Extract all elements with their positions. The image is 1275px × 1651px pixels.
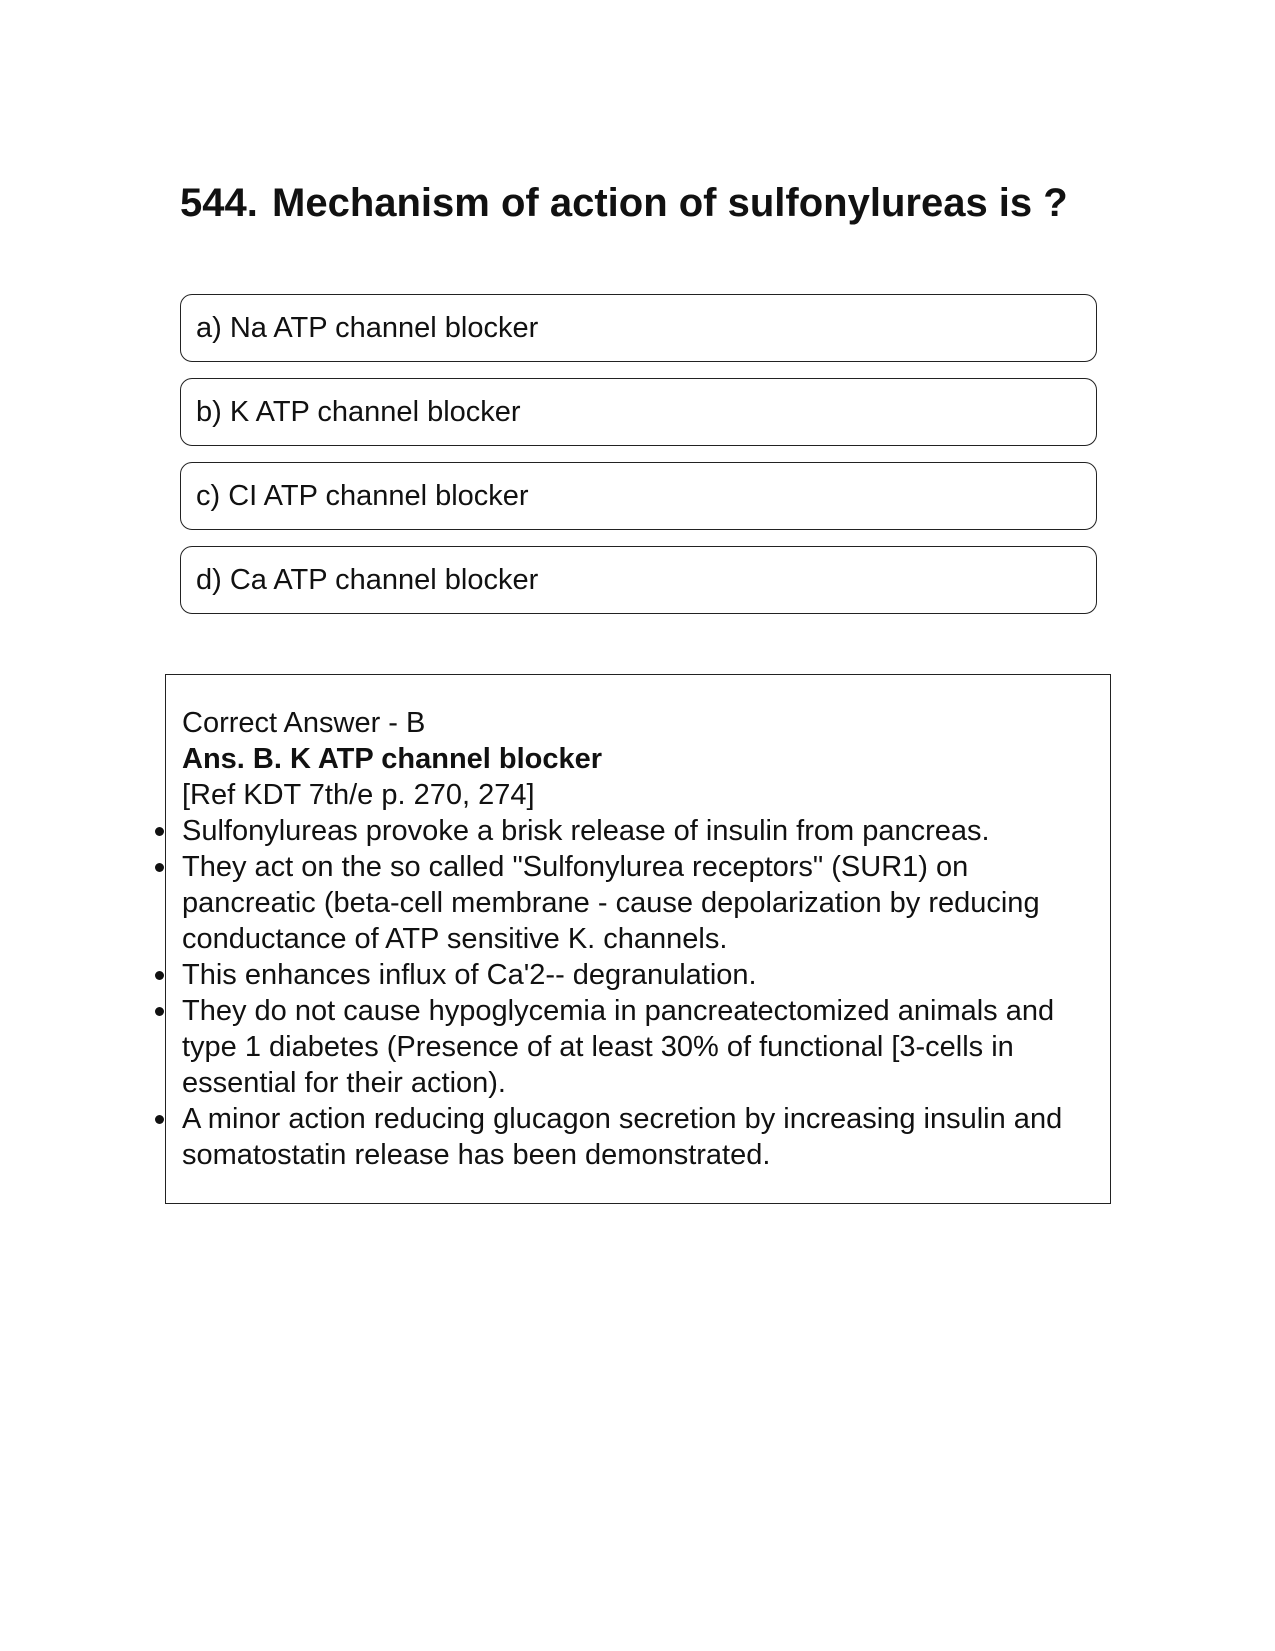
- option-d[interactable]: d) Ca ATP channel blocker: [180, 546, 1097, 614]
- bullet-item: They act on the so called "Sulfonylurea receptors" (SUR1) on pancreatic (beta-cell membrane - cause depolarization by reducing conductance of ATP sensitive K. channels.: [182, 849, 1096, 957]
- bullet-item: This enhances influx of Ca'2-- degranulation.: [182, 957, 1096, 993]
- answer-heading: Ans. B. K ATP channel blocker: [182, 743, 603, 775]
- bullet-item: Sulfonylureas provoke a brisk release of insulin from pancreas.: [182, 813, 1096, 849]
- question-number: 544.: [180, 181, 258, 225]
- option-c[interactable]: c) CI ATP channel blocker: [180, 462, 1097, 530]
- options-list: [180, 294, 1097, 630]
- option-b[interactable]: b) K ATP channel blocker: [180, 378, 1097, 446]
- option-a[interactable]: a) Na ATP channel blocker: [180, 294, 1097, 362]
- bullet-item: They do not cause hypoglycemia in pancreatectomized animals and type 1 diabetes (Presence of at least 30% of functional [3-cells in essential for their action).: [182, 993, 1096, 1101]
- answer-explanation-box: [165, 674, 1111, 1204]
- question-heading: [180, 178, 1080, 228]
- correct-answer-line: Correct Answer - B: [182, 707, 426, 739]
- question-text: Mechanism of action of sulfonylureas is ?: [272, 181, 1068, 225]
- answer-reference: [Ref KDT 7th/e p. 270, 274]: [182, 779, 535, 811]
- explanation-bullets: [182, 813, 1096, 1173]
- bullet-item: A minor action reducing glucagon secretion by increasing insulin and somatostatin release has been demonstrated.: [182, 1101, 1096, 1173]
